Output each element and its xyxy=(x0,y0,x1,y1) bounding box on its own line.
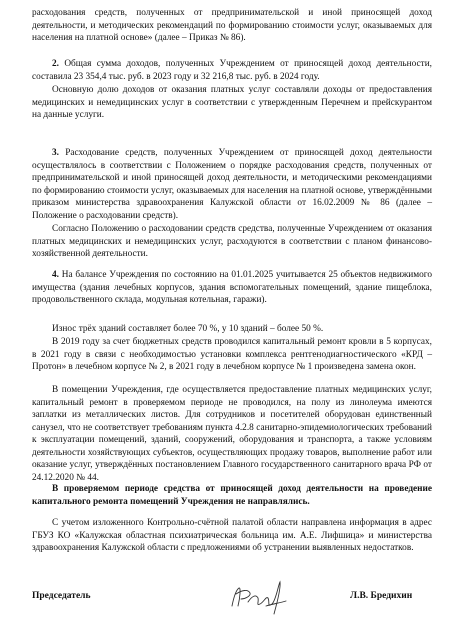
paragraph-5: Согласно Положению о расходовании средств средства, полученные Учреждением от оказания платных медицинских и немедицинских услуг, расходуются в соответствии с планом финансово-хозяйственной деятельности. xyxy=(32,224,432,259)
signatory-title: Председатель xyxy=(32,591,91,601)
handwritten-signature xyxy=(226,576,290,618)
paragraph-8: В 2019 году за счет бюджетных средств проводился капитальный ремонт кровли в 5 корпусах, в 2021 году в связи с необходимостью установки комплекса рентгенодиагностического «КРД – Протон» в лечебном корпусе № 2, в 2021 году в лечебном корпусе № 1 произведена замена окон. xyxy=(32,337,432,372)
paragraph-3: Основную долю доходов от оказания платных услуг составляли доходы от предоставления медицинских и немедицинских услуг в соответствии с утвержденным Перечнем и прейскурантом на данные услуги. xyxy=(32,85,432,120)
paragraph-4-text: Расходование средств, полученных Учреждением от приносящей доход деятельности осуществлялось в соответствии с Положением о порядке расходования средств, полученных от предпринимательской и иной приносящей доход деятельности, и методическими рекомендациями по формированию стоимости услуг, оказываемых для населения на платной основе, утверждёнными приказом министерства здравоохранения Калужской области от 16.02.2009 № 86 (далее – Положение о расходовании средств). xyxy=(32,148,432,221)
paragraph-4 xyxy=(32,147,432,222)
paragraph-6 xyxy=(32,269,432,307)
paragraph-9: В помещении Учреждения, где осуществляется предоставление платных медицинских услуг, капитальный ремонт в проверяемом периоде не проводился, на полу из линолеума имеются заплатки из металлических листов. Для сотрудников и посетителей оборудован единственный санузел, что не соответствует требованиям пункта 4.2.8 санитарно-эпидемиологических требований к эксплуатации помещений, зданий, сооружений, оборудования и транспорта, а также условиям деятельности хозяйствующих субъектов, осуществляющих продажу товаров, выполнение работ или оказание услуг, утверждённых постановлением Главного государственного санитарного врача РФ от 24.12.2020 № 44. xyxy=(32,385,432,483)
paragraph-6-text: На балансе Учреждения по состоянию на 01.01.2025 учитывается 25 объектов недвижимого имущества (здания лечебных корпусов, здания вспомогательных помещений, здание пищеблока, продовольственного склада, модульная котельная, гаражи). xyxy=(32,270,433,305)
item-number-4: 4. xyxy=(52,270,59,280)
paragraph-2-text: Общая сумма доходов, полученных Учреждением от приносящей доход деятельности, составила 23 354,4 тыс. руб. в 2023 году и 32 216,8 тыс. руб. в 2024 году. xyxy=(32,59,432,82)
item-number-3: 3. xyxy=(52,148,59,158)
paragraph-11: С учетом изложенного Контрольно-счётной палатой области направлена информация в адрес ГБУЗ КО «Калужская областная психиатрическая больница им. А.Е. Лифшица» и министерства здравоохранения Калужской области с предложениями об устранении выявленных недостатков. xyxy=(32,518,432,553)
paragraph-1: расходования средств, полученных от предпринимательской и иной приносящей доход деятельности, и методических рекомендаций по формированию стоимости услуг, оказываемых для населения на платной основе» (далее – Приказ № 86). xyxy=(32,8,432,43)
paragraph-10-text: В проверяемом периоде средства от приносящей доход деятельности на проведение капитального ремонта помещений Учреждения не направлялись. xyxy=(32,484,432,507)
paragraph-10 xyxy=(32,483,432,508)
paragraph-7: Износ трёх зданий составляет более 70 %, у 10 зданий – более 50 %. xyxy=(52,324,324,334)
paragraph-2 xyxy=(32,58,432,83)
item-number-2: 2. xyxy=(52,59,59,69)
signatory-name: Л.В. Бредихин xyxy=(350,591,413,601)
